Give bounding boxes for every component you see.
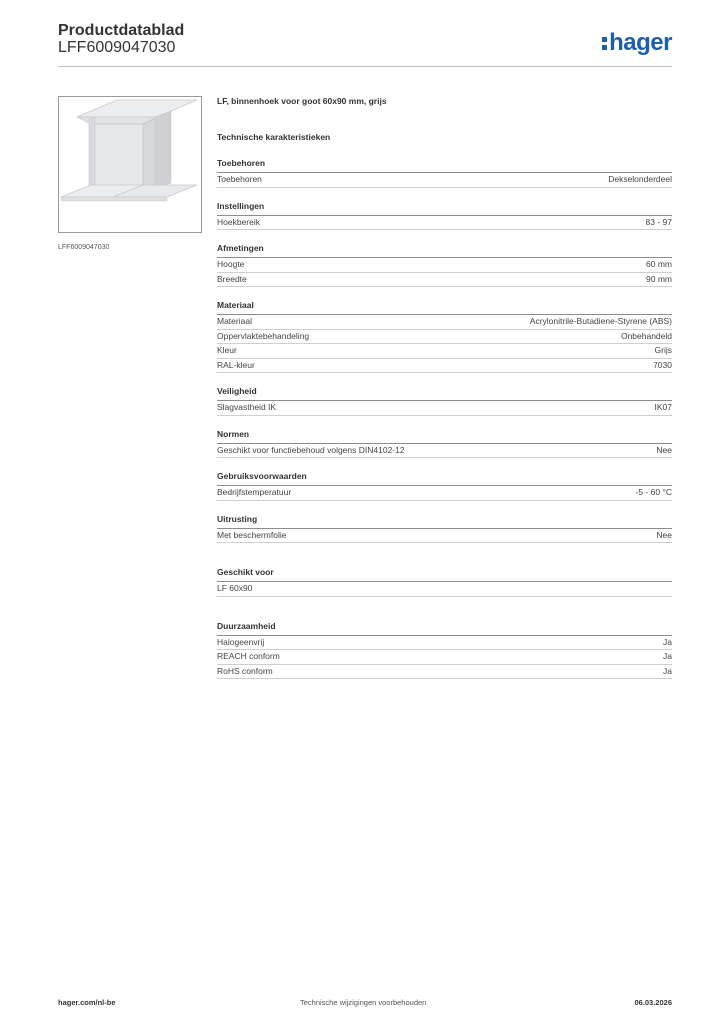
spec-group-afmetingen bbox=[217, 243, 672, 287]
spec-value: 60 mm bbox=[646, 259, 672, 269]
spec-content bbox=[217, 96, 672, 679]
spec-row bbox=[217, 315, 672, 330]
spec-value: Ja bbox=[663, 665, 672, 676]
product-code: LFF6009047030 bbox=[58, 39, 176, 56]
spec-label: Hoekbereik bbox=[217, 216, 260, 227]
spec-row bbox=[217, 173, 672, 188]
footer-website-link[interactable]: hager.com/nl-be bbox=[58, 998, 116, 1007]
spec-value: Ja bbox=[663, 636, 672, 647]
spec-group-normen bbox=[217, 429, 672, 459]
spec-row bbox=[217, 486, 672, 501]
spec-label: Materiaal bbox=[217, 316, 252, 326]
section-heading: Technische karakteristieken bbox=[217, 132, 331, 142]
spec-label: LF 60x90 bbox=[217, 583, 253, 593]
spec-label: RAL-kleur bbox=[217, 359, 255, 370]
logo-text: hager bbox=[609, 29, 672, 56]
group-heading: Gebruiksvoorwaarden bbox=[217, 471, 672, 486]
spec-row bbox=[217, 650, 672, 665]
spec-label: Hoogte bbox=[217, 259, 245, 269]
logo-mark-icon bbox=[602, 35, 607, 51]
spec-value: Onbehandeld bbox=[620, 330, 672, 341]
spec-value: 7030 bbox=[653, 359, 672, 370]
product-image bbox=[58, 96, 202, 233]
spec-label: Geschikt voor functiebehoud volgens DIN4102-12 bbox=[217, 444, 405, 455]
spec-row bbox=[217, 401, 672, 416]
spec-value: Ja bbox=[663, 651, 672, 661]
spec-value: Grijs bbox=[654, 345, 672, 355]
group-heading: Duurzaamheid bbox=[217, 621, 672, 636]
spec-group-toebehoren bbox=[217, 158, 672, 188]
spec-label: REACH conform bbox=[217, 651, 280, 661]
footer-notice: Technische wijzigingen voorbehouden bbox=[300, 998, 427, 1007]
spec-label: Toebehoren bbox=[217, 174, 262, 184]
group-heading: Afmetingen bbox=[217, 243, 672, 258]
spec-group-geschikt-voor bbox=[217, 567, 672, 597]
group-heading: Geschikt voor bbox=[217, 567, 672, 582]
spec-label: Met beschermfolie bbox=[217, 529, 287, 540]
spec-row bbox=[217, 665, 672, 680]
spec-row bbox=[217, 444, 672, 459]
spec-row bbox=[217, 330, 672, 345]
spec-label: RoHS conform bbox=[217, 665, 273, 676]
spec-group-veiligheid bbox=[217, 386, 672, 416]
page-title: Productdatablad bbox=[58, 22, 185, 39]
spec-value: Nee bbox=[656, 444, 672, 455]
group-heading: Uitrusting bbox=[217, 514, 672, 529]
product-title: LF, binnenhoek voor goot 60x90 mm, grijs bbox=[217, 96, 387, 106]
spec-row bbox=[217, 529, 672, 544]
spec-label: Halogeenvrij bbox=[217, 636, 265, 647]
spec-value: -5 - 60 °C bbox=[635, 487, 672, 497]
spec-label: Bedrijfstemperatuur bbox=[217, 487, 292, 497]
spec-value: Acrylonitrile-Butadiene-Styrene (ABS) bbox=[529, 316, 672, 326]
spec-value: 90 mm bbox=[646, 273, 672, 284]
spec-row bbox=[217, 582, 672, 597]
spec-row bbox=[217, 258, 672, 273]
group-heading: Veiligheid bbox=[217, 386, 672, 401]
spec-value: IK07 bbox=[654, 402, 672, 412]
header-divider bbox=[58, 66, 672, 67]
group-heading: Normen bbox=[217, 429, 672, 444]
footer-date: 06.03.2026 bbox=[634, 998, 672, 1007]
spec-row bbox=[217, 636, 672, 651]
spec-label: Breedte bbox=[217, 273, 247, 284]
brand-logo bbox=[602, 29, 672, 57]
group-heading: Toebehoren bbox=[217, 158, 672, 173]
group-heading: Materiaal bbox=[217, 300, 672, 315]
inner-corner-product-icon bbox=[59, 97, 201, 232]
spec-label: Kleur bbox=[217, 345, 237, 355]
group-heading: Instellingen bbox=[217, 201, 672, 216]
spec-group-gebruiksvoorwaarden bbox=[217, 471, 672, 501]
spec-group-materiaal bbox=[217, 300, 672, 373]
spec-group-uitrusting bbox=[217, 514, 672, 544]
spec-value: Nee bbox=[656, 529, 672, 540]
spec-row bbox=[217, 344, 672, 359]
spec-label: Slagvastheid IK bbox=[217, 402, 277, 412]
spec-row bbox=[217, 359, 672, 374]
spec-value: Dekselonderdeel bbox=[608, 174, 672, 184]
spec-row bbox=[217, 216, 672, 231]
spec-label: Oppervlaktebehandeling bbox=[217, 330, 310, 341]
spec-value: 83 - 97 bbox=[645, 216, 672, 227]
spec-row bbox=[217, 273, 672, 288]
image-caption: LFF6009047030 bbox=[58, 244, 110, 251]
spec-group-instellingen bbox=[217, 201, 672, 231]
spec-group-duurzaamheid bbox=[217, 621, 672, 680]
